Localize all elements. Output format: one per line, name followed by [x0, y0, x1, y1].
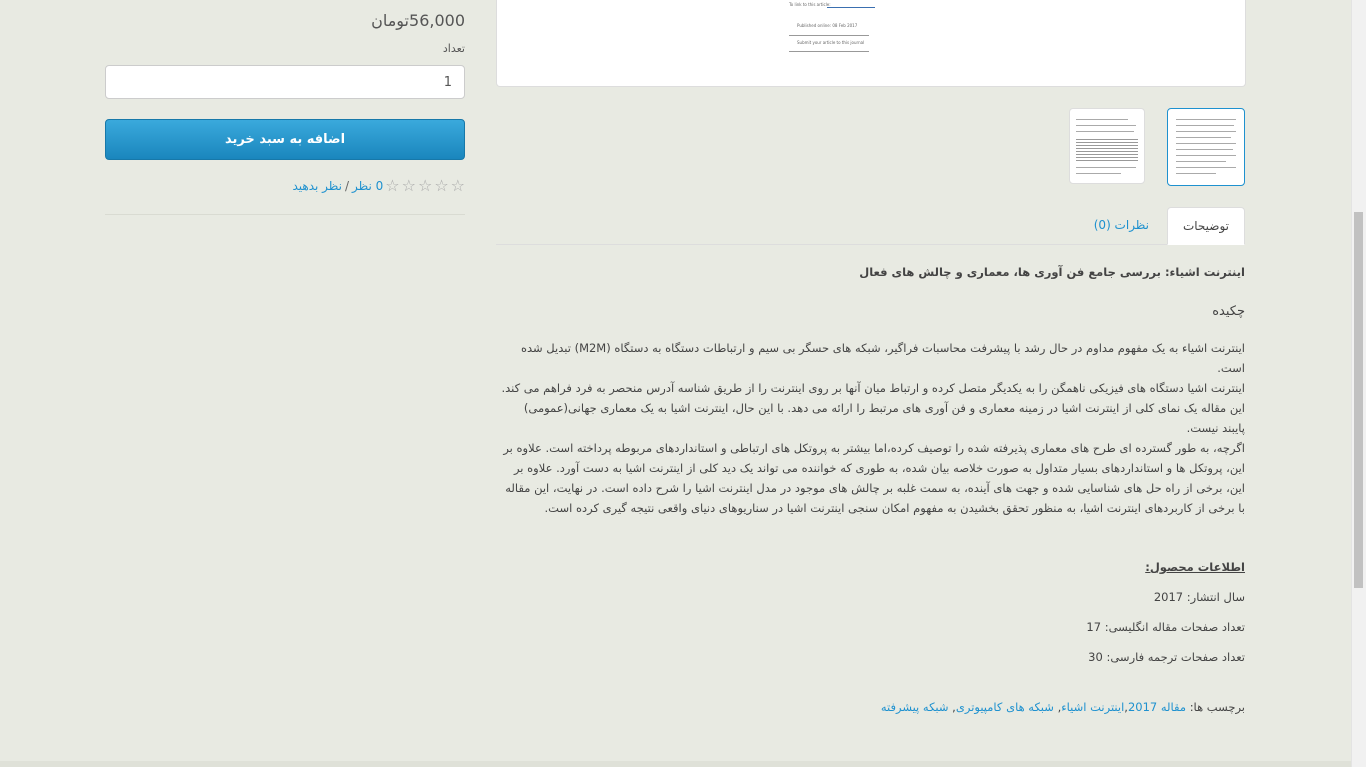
- star-icon: ☆: [417, 176, 433, 195]
- rating-separator: /: [344, 178, 350, 193]
- thumbnail-text-line: [1076, 131, 1134, 132]
- tag-link[interactable]: شبکه پیشرفته: [880, 700, 949, 714]
- main-product-image[interactable]: [496, 0, 1246, 87]
- publish-year: سال انتشار: 2017: [1153, 590, 1245, 604]
- thumbnail-text-line: [1176, 119, 1236, 120]
- tab-reviews[interactable]: نظرات (0): [1093, 218, 1149, 232]
- abstract-text: [498, 338, 1245, 518]
- tags-row: برچسب ها: مقاله 2017,اینترنت اشیاء, شبکه های کامپیوتری, شبکه پیشرفته: [880, 700, 1245, 714]
- abstract-paragraph: اینترنت اشیاء به یک مفهوم مداوم در حال رشد با پیشرفت محاسبات فراگیر، شبکه های حسگر بی سیم و ارتباطات دستگاه به دستگاه (M2M) تبدیل شده است.: [520, 341, 1245, 375]
- thumbnail-text-line: [1176, 131, 1236, 132]
- thumbnail-text-line: [1176, 173, 1216, 174]
- abstract-heading: چکیده: [1212, 304, 1245, 319]
- preview-rule: [789, 51, 869, 52]
- tabs-bar: [496, 244, 1245, 245]
- persian-page-count: تعداد صفحات ترجمه فارسی: 30: [1088, 650, 1245, 664]
- tag-link[interactable]: اینترنت اشیاء: [1061, 700, 1125, 714]
- bottom-edge: [0, 761, 1351, 767]
- tag-link[interactable]: مقاله 2017: [1127, 700, 1187, 714]
- thumbnail-text-line: [1176, 161, 1226, 162]
- star-icon: ☆: [434, 176, 449, 195]
- product-price: 56,000تومان: [371, 11, 465, 30]
- tag-link[interactable]: شبکه های کامپیوتری: [955, 700, 1054, 714]
- preview-published-text: Published online: 08 Feb 2017: [797, 23, 858, 28]
- thumbnail-text-line: [1076, 173, 1121, 174]
- thumbnail-text-line: [1076, 125, 1136, 126]
- star-icon: ☆: [450, 176, 465, 195]
- rating-row: [292, 176, 465, 195]
- preview-submit-text: Submit your article to this journal: [797, 40, 865, 45]
- thumbnail-text-block: [1076, 139, 1138, 161]
- thumbnail-text-line: [1176, 167, 1236, 168]
- preview-rule: [789, 35, 869, 36]
- thumbnail-text-line: [1176, 155, 1236, 156]
- thumbnail-text-line: [1176, 125, 1234, 126]
- reviews-count-link[interactable]: 0 نظر: [352, 178, 384, 193]
- document-preview: [787, 0, 887, 68]
- quantity-label: تعداد: [442, 42, 465, 55]
- quantity-input[interactable]: [105, 65, 465, 99]
- thumbnail-text-line: [1176, 137, 1231, 138]
- divider: [105, 214, 465, 215]
- thumbnail-text-line: [1176, 143, 1236, 144]
- star-icon: ☆: [401, 176, 416, 195]
- thumbnail-text-line: [1076, 119, 1128, 120]
- scrollbar-thumb[interactable]: [1354, 212, 1363, 588]
- thumbnail-page-2[interactable]: [1069, 108, 1145, 184]
- star-icon: ☆: [385, 176, 400, 195]
- thumbnail-text-line: [1176, 149, 1233, 150]
- abstract-paragraph: اگرچه، به طور گسترده ای طرح های معماری پذیرفته شده را توصیف کرده،اما بیشتر به پروتکل های ارتباطی و استانداردهای مربوطه پرداخته است. علاوه بر این، پروتکل ها و استانداردهای بسیار متداول به صورت خلاصه بیان شده، به طوری که خواننده می تواند یک دید کلی از اینترنت اشیا به دست آورد. علاوه بر این، برخی از راه حل های شناسایی شده و جهت های آینده، به سمت غلبه بر چالش های موجود در مدل اینترنت اشیا را شرح داده است. در نهایت، این مقاله با برخی از کاربردهای اینترنت اشیا، به منظور تحقق بخشیدن به مفهوم امکان سنجی اینترنت اشیا در سناریوهای دنیای واقعی نتیجه گیری کرده است.: [503, 441, 1245, 515]
- add-to-cart-button[interactable]: اضافه به سبد خرید: [105, 119, 465, 160]
- description-content: [498, 260, 1245, 717]
- article-title: اینترنت اشیاء: بررسی جامع فن آوری ها، معماری و چالش های فعال: [859, 265, 1245, 279]
- tab-description[interactable]: توضیحات: [1167, 207, 1245, 245]
- preview-url-line: [827, 7, 875, 8]
- page-scrollbar[interactable]: [1351, 0, 1366, 767]
- write-review-link[interactable]: نظر بدهید: [292, 178, 342, 193]
- thumbnail-page-1[interactable]: [1167, 108, 1245, 186]
- abstract-paragraph: اینترنت اشیا دستگاه های فیزیکی ناهمگن را به یکدیگر متصل کرده و ارتباط میان آنها بر روی اینترنت را از طریق شناسه آدرس منحصر به فرد فراهم می کند. این مقاله یک نمای کلی از اینترنت اشیا در زمینه معماری و فن آوری های مرتبط را ارائه می دهد. با این حال، اینترنت اشیا به یک معماری جهانی(عمومی) پایبند نیست.: [501, 381, 1245, 435]
- preview-link-text: To link to this article:: [789, 2, 831, 7]
- english-page-count: تعداد صفحات مقاله انگلیسی: 17: [1086, 620, 1245, 634]
- product-info-heading: اطلاعات محصول:: [1145, 560, 1245, 574]
- tags-label: برچسب ها:: [1189, 700, 1245, 714]
- thumbnail-text-line: [1076, 167, 1136, 168]
